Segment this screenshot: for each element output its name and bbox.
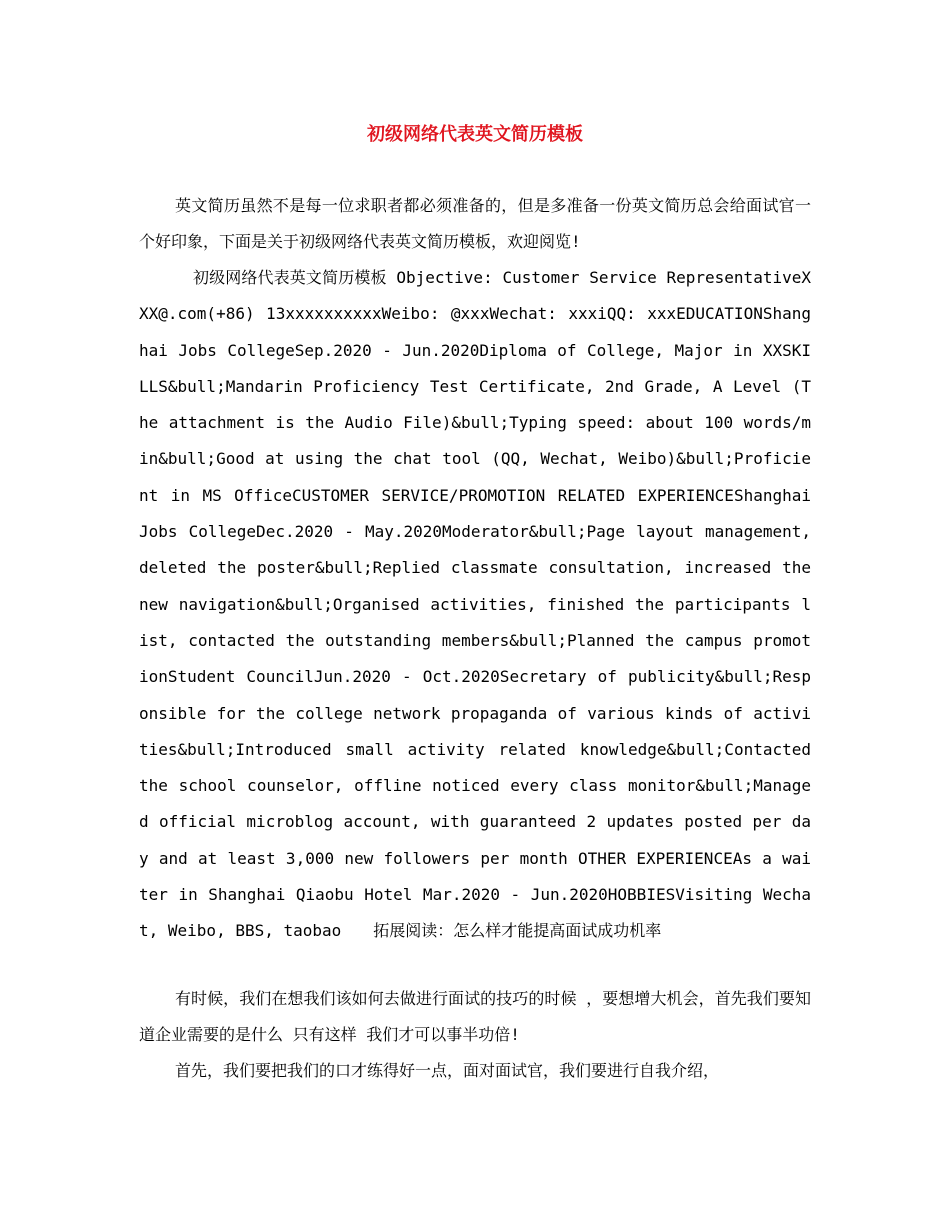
intro-paragraph: 英文简历虽然不是每一位求职者都必须准备的，但是多准备一份英文简历总会给面试官一个好印象，下面是关于初级网络代表英文简历模板，欢迎阅览! [139, 196, 811, 252]
resume-template-paragraph: 初级网络代表英文简历模板 Objective: Customer Service RepresentativeXXX@.com(+86) 13xxxxxxxxxxWeibo: @xxxWechat: xxxiQQ: xxxEDUCATIONShanghai Jobs CollegeSep.2020 - Jun.2020Diploma of College, Major in XXSKILLS&bull;Mandarin Proficiency Test Certificate, 2nd Grade, A Level (The attachment is the Audio File)&bull;Typing speed: about 100 words/min&bull;Good at using the chat tool (QQ, Wechat, Weibo)&bull;Proficient in MS OfficeCUSTOMER SERVICE/PROMOTION RELATED EXPERIENCEShanghai Jobs CollegeDec.2020 - May.2020Moderator&bull;Page layout management, deleted the poster&bull;Replied classmate consultation, increased the new navigation&bull;Organised activities, finished the participants list, contacted the outstanding members&bull;Planned the campus promotionStudent CouncilJun.2020 - Oct.2020Secretary of publicity&bull;Responsible for the college network propaganda of various kinds of activities&bull;Introduced small activity related knowledge&bull;Contacted the school counselor, offline noticed every class monitor&bull;Managed official microblog account, with guaranteed 2 updates posted per day and at least 3,000 new followers per month OTHER EXPERIENCEAs a waiter in Shanghai Qiaobu Hotel Mar.2020 - Jun.2020HOBBIESVisiting Wechat, Weibo, BBS, taobao 拓展阅读：怎么样才能提高面试成功机率 [139, 268, 811, 941]
interview-tips-paragraph: 有时候，我们在想我们该如何去做进行面试的技巧的时候 ，要想增大机会，首先我们要知道企业需要的是什么 只有这样 我们才可以事半功倍! [139, 989, 811, 1045]
eloquence-paragraph: 首先，我们要把我们的口才练得好一点，面对面试官，我们要进行自我介绍， [175, 1061, 720, 1080]
document-title: 初级网络代表英文简历模板 [367, 124, 583, 145]
